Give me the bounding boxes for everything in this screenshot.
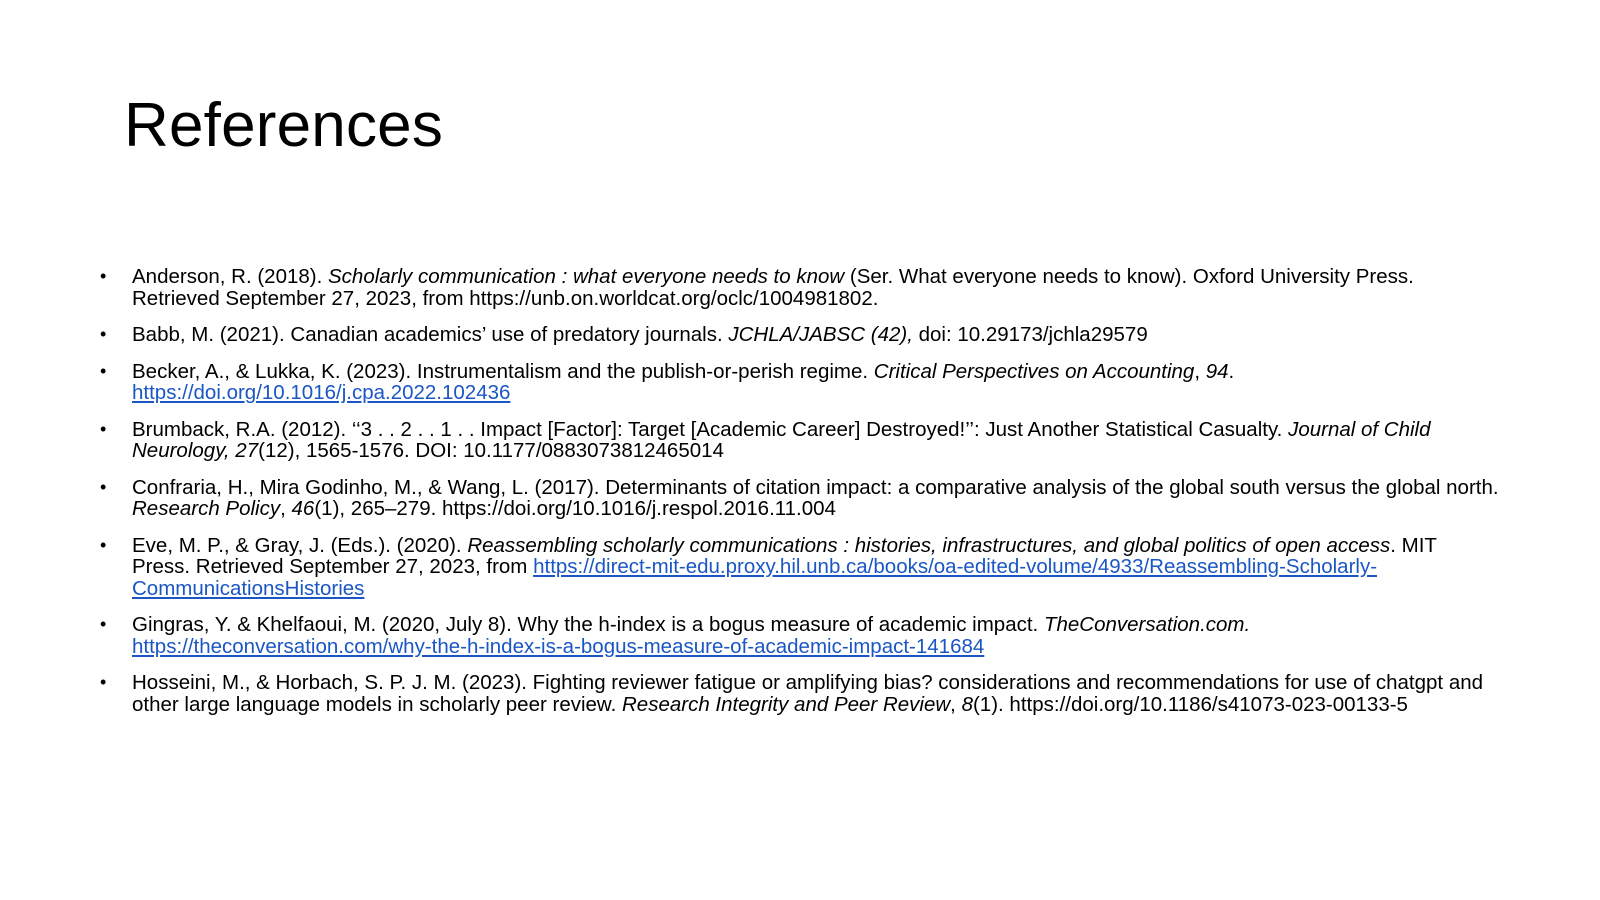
bullet-icon: • <box>100 672 107 692</box>
reference-text <box>132 265 1414 310</box>
bullet-icon: • <box>100 324 107 344</box>
reference-italic-text: Reassembling scholarly communications : histories, infrastructures, and global politics of open access <box>467 533 1391 557</box>
reference-text-segment: Gingras, Y. & Khelfaoui, M. (2020, July 8). Why the h-index is a bogus measure of academic impact. <box>132 613 1044 636</box>
reference-italic-text: 8 <box>961 692 973 716</box>
reference-italic-text: Critical Perspectives on Accounting <box>873 359 1195 383</box>
list-item <box>100 477 1500 520</box>
reference-text-segment: , <box>280 497 292 520</box>
list-item <box>100 535 1500 600</box>
reference-italic-text: JCHLA/JABSC (42), <box>728 323 913 346</box>
bullet-icon: • <box>100 476 107 497</box>
list-item <box>100 324 1500 346</box>
bullet-icon: • <box>100 360 107 381</box>
reference-text <box>132 671 1483 716</box>
reference-text-segment: (1), 265–279. https://doi.org/10.1016/j.respol.2016.11.004 <box>314 497 836 520</box>
list-item <box>100 672 1500 715</box>
bullet-icon: • <box>100 614 107 634</box>
reference-list <box>100 266 1500 730</box>
reference-text-segment: Confraria, H., Mira Godinho, M., & Wang, L. (2017). Determinants of citation impact: a comparative analysis of the global south versus the global north. <box>132 475 1499 499</box>
reference-text-segment: Hosseini, M., & Horbach, S. P. J. M. (2023). Fighting reviewer fatigue or amplifying bias? considerations and recommendations for use of chatgpt and other large language models in scholarly peer review. <box>132 671 1484 716</box>
page-title: References <box>124 91 444 160</box>
reference-text-segment: Brumback, R.A. (2012). ‘‘3 . . 2 . . 1 . . Impact [Factor]: Target [Academic Career] Destroyed!’’: Just Another Statistical Casualty. <box>132 417 1289 441</box>
bullet-icon: • <box>100 266 107 286</box>
reference-text-segment: , <box>1194 359 1206 383</box>
reference-italic-text: Scholarly communication : what everyone needs to know <box>328 265 845 288</box>
list-item <box>100 361 1500 404</box>
list-item <box>100 266 1500 309</box>
reference-italic-text: Journal of Child Neurology, 27 <box>132 417 1431 462</box>
reference-text-segment: (Ser. What everyone needs to know). Oxford University Press. Retrieved September 27, 2023, from https://unb.on.worldcat.org/oclc/1004981802. <box>132 265 1414 310</box>
reference-text-segment: , <box>950 692 962 716</box>
bullet-icon: • <box>100 534 107 555</box>
reference-text-segment: (12), 1565-1576. DOI: 10.1177/0883073812465014 <box>258 439 724 462</box>
reference-text-segment: (1). https://doi.org/10.1186/s41073-023-00133-5 <box>972 692 1408 716</box>
reference-text <box>132 613 1250 658</box>
reference-italic-text: TheConversation.com. <box>1043 613 1251 636</box>
reference-link[interactable]: https://direct-mit-edu.proxy.hil.unb.ca/books/oa-edited-volume/4933/Reassembling-Scholarly-CommunicationsHistories <box>132 555 1378 600</box>
reference-text-segment: . MIT Press. Retrieved September 27, 2023, from <box>132 533 1437 578</box>
list-item <box>100 614 1500 657</box>
reference-text-segment: Anderson, R. (2018). <box>132 265 328 288</box>
reference-link[interactable]: https://theconversation.com/why-the-h-index-is-a-bogus-measure-of-academic-impact-141684 <box>132 634 985 658</box>
reference-italic-text: 46 <box>291 497 315 520</box>
reference-text <box>132 323 1148 346</box>
reference-text-segment: doi: 10.29173/jchla29579 <box>912 323 1148 346</box>
reference-text <box>132 476 1499 521</box>
reference-text-segment: Babb, M. (2021). Canadian academics’ use of predatory journals. <box>132 323 729 346</box>
reference-text-segment: . <box>1228 359 1235 383</box>
reference-text-segment: Becker, A., & Lukka, K. (2023). Instrumentalism and the publish-or-perish regime. <box>132 359 874 383</box>
reference-link[interactable]: https://doi.org/10.1016/j.cpa.2022.102436 <box>132 381 511 404</box>
reference-italic-text: 94 <box>1205 359 1229 383</box>
reference-italic-text: Research Policy <box>132 497 281 520</box>
reference-text <box>132 534 1437 600</box>
reference-text-segment: Eve, M. P., & Gray, J. (Eds.). (2020). <box>132 533 468 557</box>
reference-text <box>132 360 1234 405</box>
list-item <box>100 419 1500 462</box>
bullet-icon: • <box>100 418 107 439</box>
reference-italic-text: Research Integrity and Peer Review <box>622 692 951 716</box>
reference-text <box>132 418 1431 463</box>
